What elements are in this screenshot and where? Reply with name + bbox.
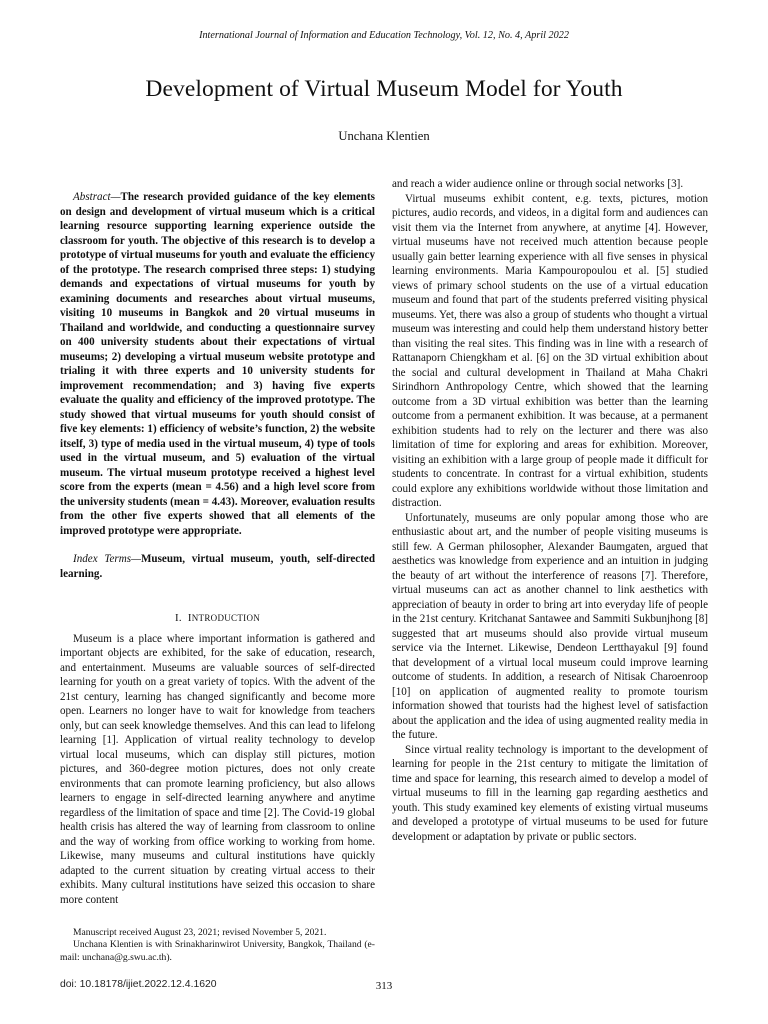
intro-paragraph-3: Unfortunately, museums are only popular among those who are enthusiastic about art, and the number of people visiting museums is still few. A German philosopher, Alexander Baumgaten, argued that aesthetics was knowledge from experience and an intuition in judging the beauty of art without the interference of reasons [7]. Therefore, virtual museums can act as another channel to link aesthetics with appreciation of beauty in order to bring art into everyday life of people in the 21st century. Kritchanat Santawee and Sammiti Sukbunjhong [8] suggested that art museums should also provide virtual museum service via the Internet. Likewise, Dendeon Lertthayakul [9] found that development of a virtual local museum could improve learning outcome of students. In addition, a research of Nitisak Charoenroop [10] on application of augmented reality to promote tourism information showed that tourists had the highest level of satisfaction about the application and the idea of using augmented reality media in the future. [392,511,709,741]
abstract-lead: Abstract— [73,191,121,203]
intro-paragraph-4: Since virtual reality technology is important to the development of learning for people in the 21st century to mitigate the limitation of time and space for learning, this research aimed to develop a model of virtual museums to fill in the learning gap regarding aesthetics and youth. This study examined key elements of existing virtual museums and developed a prototype of virtual museums to be used for future development or adaptation by private or public sectors. [392,743,708,843]
abstract [60,190,375,538]
section-title-first: I [187,612,192,624]
abstract-body: The research provided guidance of the key elements on design and development of virtual museum which is a critical learning resource supporting learning experience outside the classroom for youth. The objective of this research is to develop a prototype of virtual museums for youth and evaluate the efficiency of the prototype. The research comprised three steps: 1) studying demands and expectations of virtual museums for youth by examining documents and researches about virtual museums, visiting 10 museums in Bangkok and 20 virtual museums in Thailand and worldwide, and conducting a questionnaire survey on 400 university students about their expectations of virtual museums; 2) developing a virtual museum website prototype and trialing it with three experts and 10 university students for improvement recommendation; and 3) having five experts evaluate the quality and efficiency of the improved prototype. The study showed that virtual museums for youth should consist of five key elements: 1) efficiency of website’s function, 2) the website itself, 3) type of media used in the virtual museum, 4) type of tools used in the virtual museum, and 5) evaluation of the virtual museum. The virtual museum prototype received a highest level score from the experts (mean = 4.56) and a high level score from the university students (mean = 4.43). Moreover, evaluation results from the other five experts showed that all elements of the improved prototype were appropriate. [60,191,375,537]
footnote [60,927,375,964]
index-terms-body: Museum, virtual museum, youth, self-directed learning. [60,553,375,580]
intro-paragraph-continued: and reach a wider audience online or through social networks [3]. [392,178,684,190]
right-column [392,177,708,844]
section-number: I. [174,612,182,624]
intro-paragraph-1: Museum is a place where important information is gathered and important objects are exhibited, for the sake of education, research, and entertainment. Museums are valuable sources of self-directed learning for youth on a great variety of topics. With the advent of the 21st century, learning has changed significantly and become more open. Learners no longer have to wait for knowledge from teachers only, but can seek knowledge themselves. And this can lead to lifelong learning [1]. Application of virtual reality technology to develop virtual local museums, which can display still pictures, motion pictures, and 360-degree motion pictures, does not only create environments that can promote learning proficiency, but also allows learners to engage in self-directed learning anywhere and anytime regardless of the limitation of space and time [2]. The Covid-19 global health crisis has altered the way of learning from classroom to online and the way of working from office working to working from home. Likewise, many museums and cultural institutions have quickly adapted to the current situation by creating virtual access to their exhibits. Many cultural institutions have seized this occasion to share more content [60,632,375,906]
doi-link[interactable]: doi: 10.18178/ijiet.2022.12.4.1620 [60,979,217,990]
intro-paragraph-2: Virtual museums exhibit content, e.g. texts, pictures, motion pictures, audio records, and videos, in a digital form and audiences can visit them via the Internet from anywhere, at anytime [4]. However, virtual museums have not received much attention because people usually gain better learning experience with all five senses in physical learning environments. Maria Kampouropoulou et al. [5] studied views of primary school students on the use of a virtual education museum and found that part of the students preferred visiting physical museums. Yet, there was also a group of students who thought a virtual museum was interesting and could help them understand history better than visiting the real sites. This finding was in line with a research of Rattanaporn Chiengkham et al. [6] on the 3D virtual exhibition about the social and cultural development in Thailand at Maha Chakri Sirindhorn Anthropology Centre, which showed that the learning outcome from a 3D virtual exhibition was better than the learning outcome from a permanent exhibition. It was because, at a permanent exhibition students had to rely on the lecturer and there was also limitation of time for exploring and areas for exhibition. Moreover, visiting an exhibition with a large group of people made it difficult for students to concentrate. In contrast for a virtual exhibition, students could explore any exhibitions worldwide without those limitation and distraction. [392,192,708,509]
page-number: 313 [375,980,393,992]
journal-header: International Journal of Information and Education Technology, Vol. 12, No. 4, April 2022 [199,30,569,41]
section-heading-introduction [60,611,375,626]
left-column [60,190,375,907]
section-title-rest: NTRODUCTION [191,613,261,623]
paper-title: Development of Virtual Museum Model for Youth [145,76,623,102]
index-terms [60,552,375,581]
footnote-received: Manuscript received August 23, 2021; revised November 5, 2021. [73,927,327,938]
footnote-affiliation: Unchana Klentien is with Srinakharinwirot University, Bangkok, Thailand (e-mail: unchana@g.swu.ac.th). [60,939,375,963]
paper-author: Unchana Klentien [338,129,430,143]
index-terms-lead: Index Terms— [73,553,141,565]
